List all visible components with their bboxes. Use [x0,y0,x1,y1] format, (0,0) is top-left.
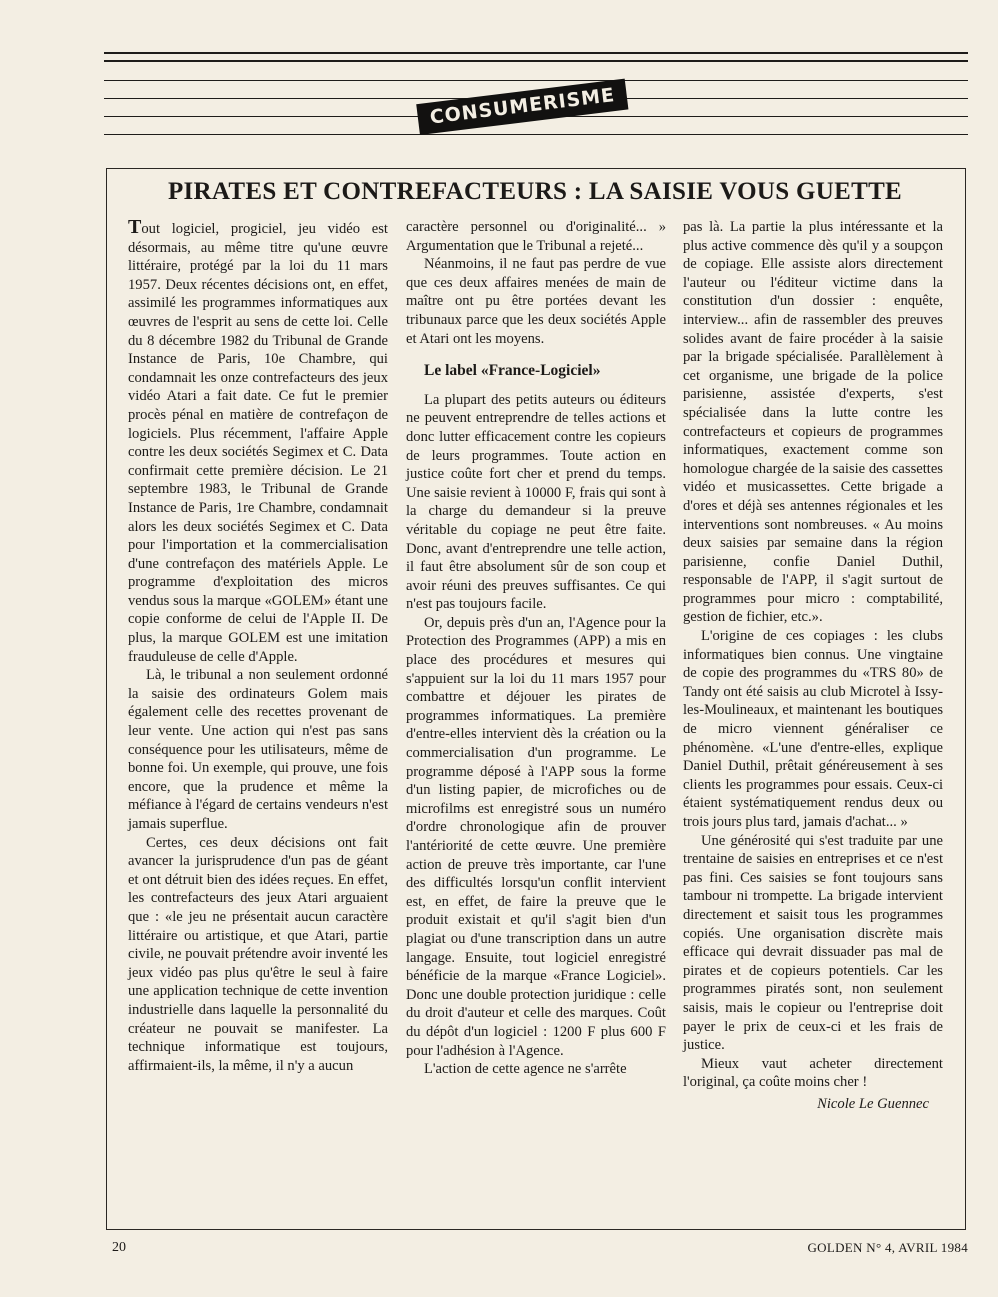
section-label: CONSUMERISME [416,79,628,135]
header-rule [104,80,968,81]
paragraph: pas là. La partie la plus intéressante et la plus active commence dès qu'il y a soupçon de copiage. Elle assiste alors directement l'auteur ou l'éditeur victime dans la constitution d'un dossier : enquête, interview... afin de rassembler des preuves solides avant de faire procéder à la saisie par la brigade spécialisée. Parallèlement à cet organisme, une brigade de la police parisienne, assistée d'experts, s'est spécialisée dans la lutte contre les contrefacteurs et copieurs de programmes informatiques, exactement comme son homologue chargée de la saisie des cassettes vidéo et musicassettes. Cette brigade a d'ores et déjà ses antennes régionales et les interventions sont nombreuses. « Au moins deux saisies par semaine dans la région parisienne, confie Daniel Duthil, responsable de l'APP, il s'agit surtout de programmes pour micro : comptabilité, gestion de fichier, etc.». [683,219,943,626]
paragraph [128,218,388,666]
page-number: 20 [112,1240,126,1255]
paragraph: Certes, ces deux décisions ont fait avancer la jurisprudence d'un pas de géant et ont détruit bien des idées reçues. En effet, les contrefacteurs des jeux Atari arguaient que : «le jeu ne présentait aucun caractère littéraire ou artistique, et que Atari, partie civile, ne pouvait prétendre avoir inventé les jeux vidéo pas plus qu'être le seul à faire une application technique de cette invention industrielle dans laquelle la personnalité du créateur ne pouvait se manifester. La technique informatique est toujours, affirmaient-ils, la même, il n'y a aucun [128,834,388,1074]
header-rule [104,52,968,54]
drop-cap: T [128,216,142,238]
paragraph: Là, le tribunal a non seulement ordonné la saisie des ordinateurs Golem mais également celle des recettes provenant de leur vente. Une action qui n'est pas sans conséquence pour les utilisateurs, même de bonne foi. Un exemple, qui prouve, une fois encore, que la prudence et même la méfiance à l'égard de certains vendeurs n'est jamais superflue. [128,667,388,832]
header-rule [104,134,968,135]
article-column-1 [128,218,388,1075]
article-column-2 [406,218,666,1079]
subheading: Le label «France-Logiciel» [424,362,601,380]
paragraph-text: out logiciel, progiciel, jeu vidéo est désormais, au même titre qu'une œuvre littéraire, protégé par la loi du 11 mars 1957. Deux récentes décisions ont, en effet, assimilé les programmes informatiques aux œuvres de l'esprit au sens de cette loi. Celle du 8 décembre 1982 du Tribunal de Grande Instance de Paris, 10e Chambre, qui condamnait les onze contrefacteurs des jeux vidéo Atari a fait date. Ce fut le premier procès pénal en matière de contrefaçon de logiciels. Plus récemment, l'affaire Apple contre les deux sociétés Segimex et C. Data confirmait cette première décision. Le 21 septembre 1983, le Tribunal de Grande Instance de Paris, 1re Chambre, condamnait alors les deux sociétés Segimex et C. Data pour l'importation et la commercialisation d'une contrefaçon des matériels Apple. Le programme d'exploitation des micros vendus sous la marque «GOLEM» étant une copie conforme de celui de l'Apple II. De plus, la marque GOLEM est une imitation frauduleuse de celle d'Apple. [128,221,388,665]
header-rule [104,60,968,62]
article-title: PIRATES ET CONTREFACTEURS : LA SAISIE VOUS GUETTE [167,178,903,205]
paragraph: L'origine de ces copiages : les clubs informatiques bien connus. Une vingtaine de copie des programmes du «TRS 80» de Tandy ont été saisis au club Microtel à Issy-les-Moulineaux, et maintenant les boutiques de micro viennent généraliser ce phénomène. «L'une d'entre-elles, explique Daniel Duthil, prêtait généreusement à ses clients les programmes pour essais. Ceux-ci étaient systématiquement rendus deux ou trois jours plus tard, jamais d'achat... » [683,628,943,830]
issue-info: GOLDEN N° 4, AVRIL 1984 [807,1240,968,1255]
paragraph: Mieux vaut acheter directement l'original, ça coûte moins cher ! [683,1055,943,1091]
author-signature: Nicole Le Guennec [817,1095,929,1112]
paragraph: Néanmoins, il ne faut pas perdre de vue que ces deux affaires menées de main de maître ont pu être portées devant les tribunaux parce que les deux sociétés Apple et Atari ont les moyens. [406,256,666,347]
article-column-3 [683,218,943,1114]
paragraph: La plupart des petits auteurs ou éditeurs ne peuvent entreprendre de telles actions et donc lutter efficacement contre les copieurs de leurs programmes. Toute action en justice coûte fort cher et prend du temps. Une saisie revient à 10000 F, frais qui sont à la charge du demandeur si la preuve véritable du copiage ne peut être faite. Donc, avant d'entreprendre une telle action, il faut être absolument sûr de son coup et avoir réuni des preuves suffisantes. Ce qui n'est pas toujours facile. [406,391,666,613]
paragraph: Or, depuis près d'un an, l'Agence pour la Protection des Programmes (APP) a mis en place des procédures et mesures qui s'appuient sur la loi du 11 mars 1957 pour combattre et déjouer les pirates de programmes informatiques. La première d'entre-elles intervient dès la création ou la commercialisation d'un programme. Le programme déposé à l'APP sous la forme d'un listing papier, de microfiches ou de microfilms est enregistré sous un numéro d'ordre chronologique afin de prouver l'antériorité de cette œuvre. Une première action de preuve très importante, car l'une des difficultés lorsqu'un conflit intervient est, en effet, de faire la preuve que le produit existait et qu'il s'agit bien d'un plagiat ou d'une transcription dans un autre langage. Ensuite, tout logiciel enregistré bénéficie de la marque «France Logiciel». Donc une double protection juridique : celle du droit d'auteur et celle des marques. Coût du dépôt d'un logiciel : 1200 F plus 600 F pour l'adhésion à l'Agence. [406,614,666,1059]
paragraph: L'action de cette agence ne s'arrête [424,1061,627,1078]
paragraph: Une générosité qui s'est traduite par une trentaine de saisies en entreprises et ce n'est pas fini. Ces saisies se font toujours sans tambour ni trompette. La brigade intervient directement et saisit tous les programmes copiés. Une organisation discrète mais efficace qui devrait dissuader pas mal de pirates et de copieurs potentiels. Car les programmes piratés sont, non seulement saisis, mais le copieur ou l'entreprise doit payer le prix de ceux-ci et les frais de justice. [683,832,943,1054]
paragraph: caractère personnel ou d'originalité... » Argumentation que le Tribunal a rejeté... [406,219,666,254]
